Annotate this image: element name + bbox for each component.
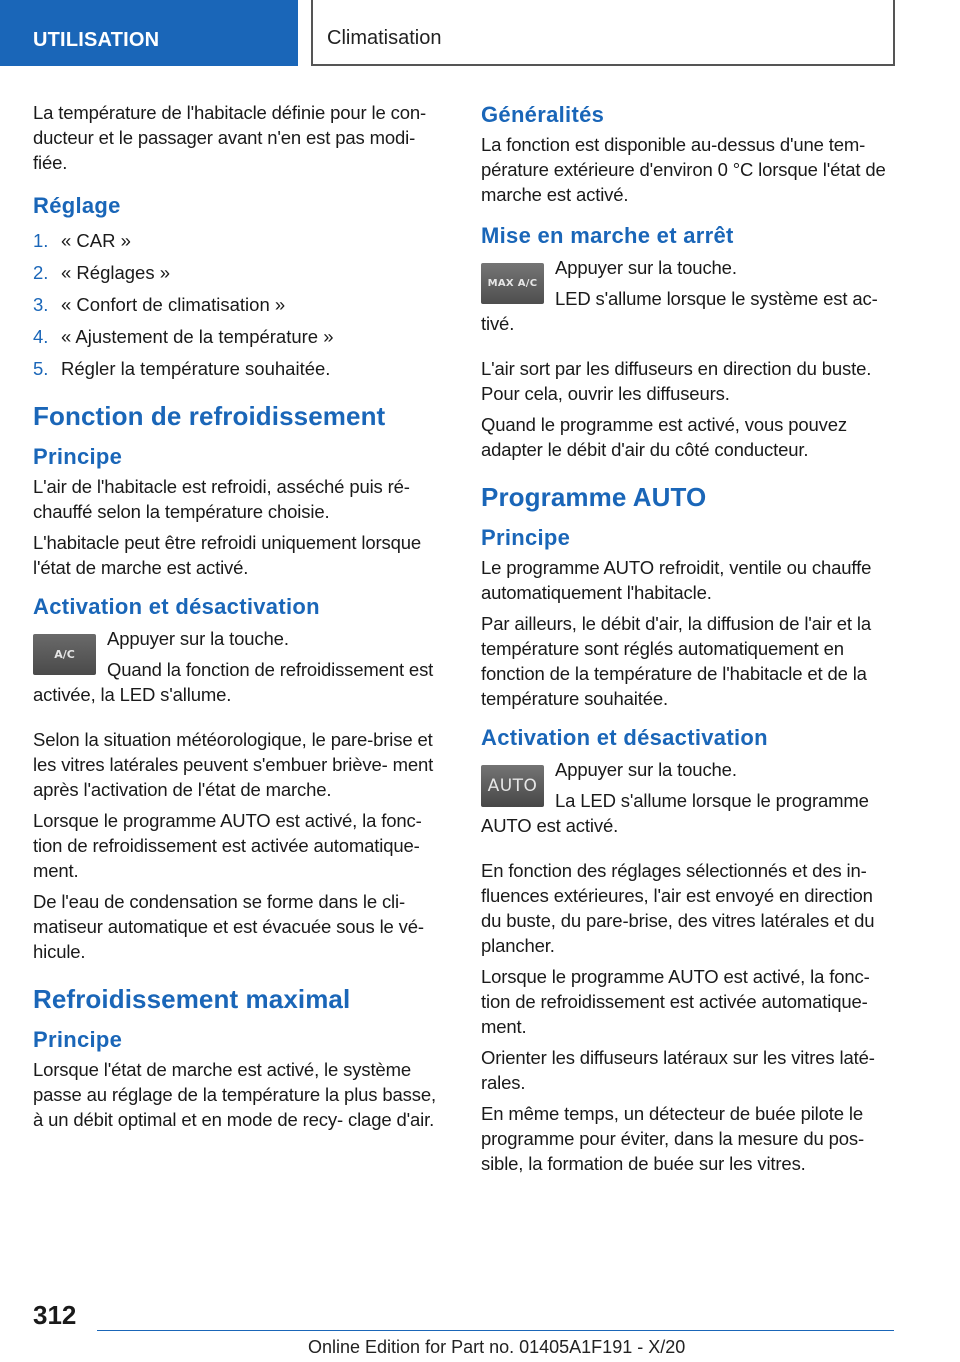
paragraph: La LED s'allume lorsque le programme AUTO est activé.: [481, 790, 869, 836]
paragraph: La fonction est disponible au-dessus d'une tem- pérature extérieure d'environ 0 °C lorsque l'état de marche est activé.: [481, 134, 886, 205]
max-ac-button-icon: MAX A/C: [481, 263, 544, 304]
heading-principe: Principe: [33, 1027, 123, 1052]
paragraph: Quand la fonction de refroidissement est activée, la LED s'allume.: [33, 659, 434, 705]
ac-button-block: [33, 626, 449, 713]
paragraph: Par ailleurs, le débit d'air, la diffusion de l'air et la température sont réglés automatiquement en fonction de la température de l'habitacle et de la température souhaitée.: [481, 613, 871, 709]
heading-generalites: Généralités: [481, 102, 605, 127]
list-item: 2. « Réglages »: [33, 262, 171, 283]
heading-refroidissement: Fonction de refroidissement: [33, 401, 386, 431]
left-column: [33, 100, 449, 1138]
paragraph: Appuyer sur la touche.: [107, 628, 289, 649]
paragraph: L'habitacle peut être refroidi uniquement lorsque l'état de marche est activé.: [33, 532, 422, 578]
list-item: 1. « CAR »: [33, 230, 131, 251]
paragraph: LED s'allume lorsque le système est ac- tivé.: [481, 288, 878, 334]
paragraph: Selon la situation météorologique, le pare-brise et les vitres latérales peuvent s'embuer briève- ment après l'activation de l'état de marche.: [33, 729, 434, 800]
heading-reglage: Réglage: [33, 193, 121, 218]
footer-edition: Online Edition for Part no. 01405A1F191 - X/20: [308, 1337, 686, 1357]
ac-button-icon: A/C: [33, 634, 96, 675]
right-column: [481, 100, 896, 1182]
heading-marche: Mise en marche et arrêt: [481, 223, 734, 248]
paragraph: Appuyer sur la touche.: [555, 257, 737, 278]
paragraph: Quand le programme est activé, vous pouvez adapter le débit d'air du côté conducteur.: [481, 414, 847, 460]
paragraph: Lorsque l'état de marche est activé, le système passe au réglage de la température la plus basse, à un débit optimal et en mode de recy- clage d'air.: [33, 1059, 436, 1130]
heading-principe: Principe: [481, 525, 571, 550]
heading-programme-auto: Programme AUTO: [481, 482, 707, 512]
paragraph: L'air sort par les diffuseurs en direction du buste. Pour cela, ouvrir les diffuseurs.: [481, 358, 872, 404]
heading-refroidissement-maximal: Refroidissement maximal: [33, 984, 351, 1014]
reglage-steps: [33, 225, 449, 385]
heading-principe: Principe: [33, 444, 123, 469]
intro-paragraph: La température de l'habitacle définie pour le con- ducteur et le passager avant n'en est pas modi- fiée.: [33, 102, 427, 173]
paragraph: L'air de l'habitacle est refroidi, asséché puis ré- chauffé selon la température choisie.: [33, 476, 410, 522]
paragraph: En fonction des réglages sélectionnés et des in- fluences extérieures, l'air est envoyé en direction du buste, du pare-brise, des vitres latérales et du plancher.: [481, 860, 875, 956]
paragraph: Orienter les diffuseurs latéraux sur les vitres laté- rales.: [481, 1047, 875, 1093]
paragraph: Lorsque le programme AUTO est activé, la fonc- tion de refroidissement est activée automatique- ment.: [481, 966, 870, 1037]
auto-button-icon: AUTO: [481, 765, 544, 807]
paragraph: En même temps, un détecteur de buée pilote le programme pour éviter, dans la mesure du pos- sible, la formation de buée sur les vitres.: [481, 1103, 864, 1174]
page-number: 312: [33, 1300, 77, 1330]
section-tab: UTILISATION: [0, 0, 298, 66]
paragraph: Appuyer sur la touche.: [555, 759, 737, 780]
paragraph: Le programme AUTO refroidit, ventile ou chauffe automatiquement l'habitacle.: [481, 557, 872, 603]
list-item: 5. Régler la température souhaitée.: [33, 358, 331, 379]
footer-divider: [97, 1330, 894, 1331]
heading-activation: Activation et désactivation: [481, 725, 768, 750]
paragraph: De l'eau de condensation se forme dans le cli- matiseur automatique et est évacuée sous le vé- hicule.: [33, 891, 424, 962]
paragraph: Lorsque le programme AUTO est activé, la fonc- tion de refroidissement est activée automatique- ment.: [33, 810, 422, 881]
list-item: 3. « Confort de climatisation »: [33, 294, 286, 315]
auto-button-block: [481, 757, 896, 844]
chapter-title: Climatisation: [311, 0, 895, 66]
max-ac-button-block: [481, 255, 896, 342]
heading-activation: Activation et désactivation: [33, 594, 320, 619]
list-item: 4. « Ajustement de la température »: [33, 326, 334, 347]
